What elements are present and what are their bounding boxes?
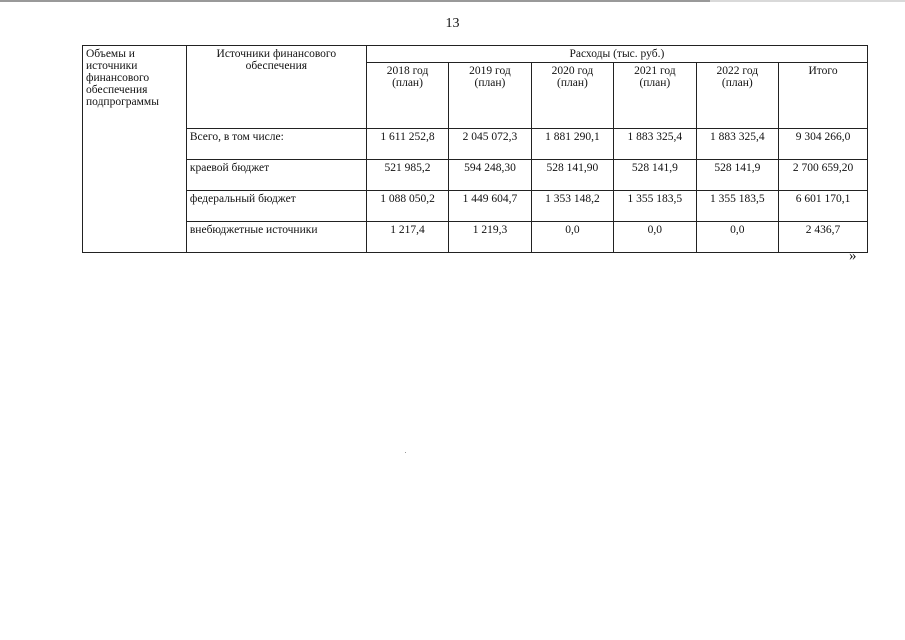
value-cell: 2 045 072,3 [449, 129, 531, 160]
total-cell: 9 304 266,0 [779, 129, 868, 160]
value-cell: 528 141,90 [531, 160, 613, 191]
row-source-label: Всего, в том числе: [186, 129, 366, 160]
value-cell: 1 088 050,2 [366, 191, 448, 222]
financing-table [82, 45, 868, 253]
year-header: 2019 год (план) [449, 63, 531, 129]
value-cell: 1 881 290,1 [531, 129, 613, 160]
program-label-cell: Объемы и источники финансового обеспечения подпрограммы [83, 46, 187, 253]
total-cell: 6 601 170,1 [779, 191, 868, 222]
value-cell: 0,0 [696, 222, 778, 253]
value-cell: 0,0 [614, 222, 696, 253]
value-cell: 1 355 183,5 [696, 191, 778, 222]
value-cell: 1 219,3 [449, 222, 531, 253]
value-cell: 1 353 148,2 [531, 191, 613, 222]
value-cell: 1 355 183,5 [614, 191, 696, 222]
year-header: 2021 год (план) [614, 63, 696, 129]
total-cell: 2 436,7 [779, 222, 868, 253]
closing-quote-mark: » [849, 248, 857, 264]
value-cell: 528 141,9 [696, 160, 778, 191]
scan-edge [0, 0, 905, 2]
expenses-header: Расходы (тыс. руб.) [366, 46, 867, 63]
value-cell: 528 141,9 [614, 160, 696, 191]
row-source-label: краевой бюджет [186, 160, 366, 191]
year-header: 2020 год (план) [531, 63, 613, 129]
value-cell: 1 611 252,8 [366, 129, 448, 160]
table-row [83, 129, 868, 160]
value-cell: 1 883 325,4 [614, 129, 696, 160]
year-header: 2018 год (план) [366, 63, 448, 129]
source-column-header: Источники финансового обеспечения [186, 46, 366, 129]
total-column-header: Итого [779, 63, 868, 129]
year-header: 2022 год (план) [696, 63, 778, 129]
value-cell: 0,0 [531, 222, 613, 253]
value-cell: 594 248,30 [449, 160, 531, 191]
value-cell: 521 985,2 [366, 160, 448, 191]
value-cell: 1 217,4 [366, 222, 448, 253]
row-source-label: внебюджетные источники [186, 222, 366, 253]
value-cell: 1 883 325,4 [696, 129, 778, 160]
scan-speck [405, 452, 406, 453]
row-source-label: федеральный бюджет [186, 191, 366, 222]
table-row [83, 222, 868, 253]
page-number: 13 [445, 16, 460, 31]
total-cell: 2 700 659,20 [779, 160, 868, 191]
value-cell: 1 449 604,7 [449, 191, 531, 222]
table-row [83, 191, 868, 222]
table-row [83, 160, 868, 191]
